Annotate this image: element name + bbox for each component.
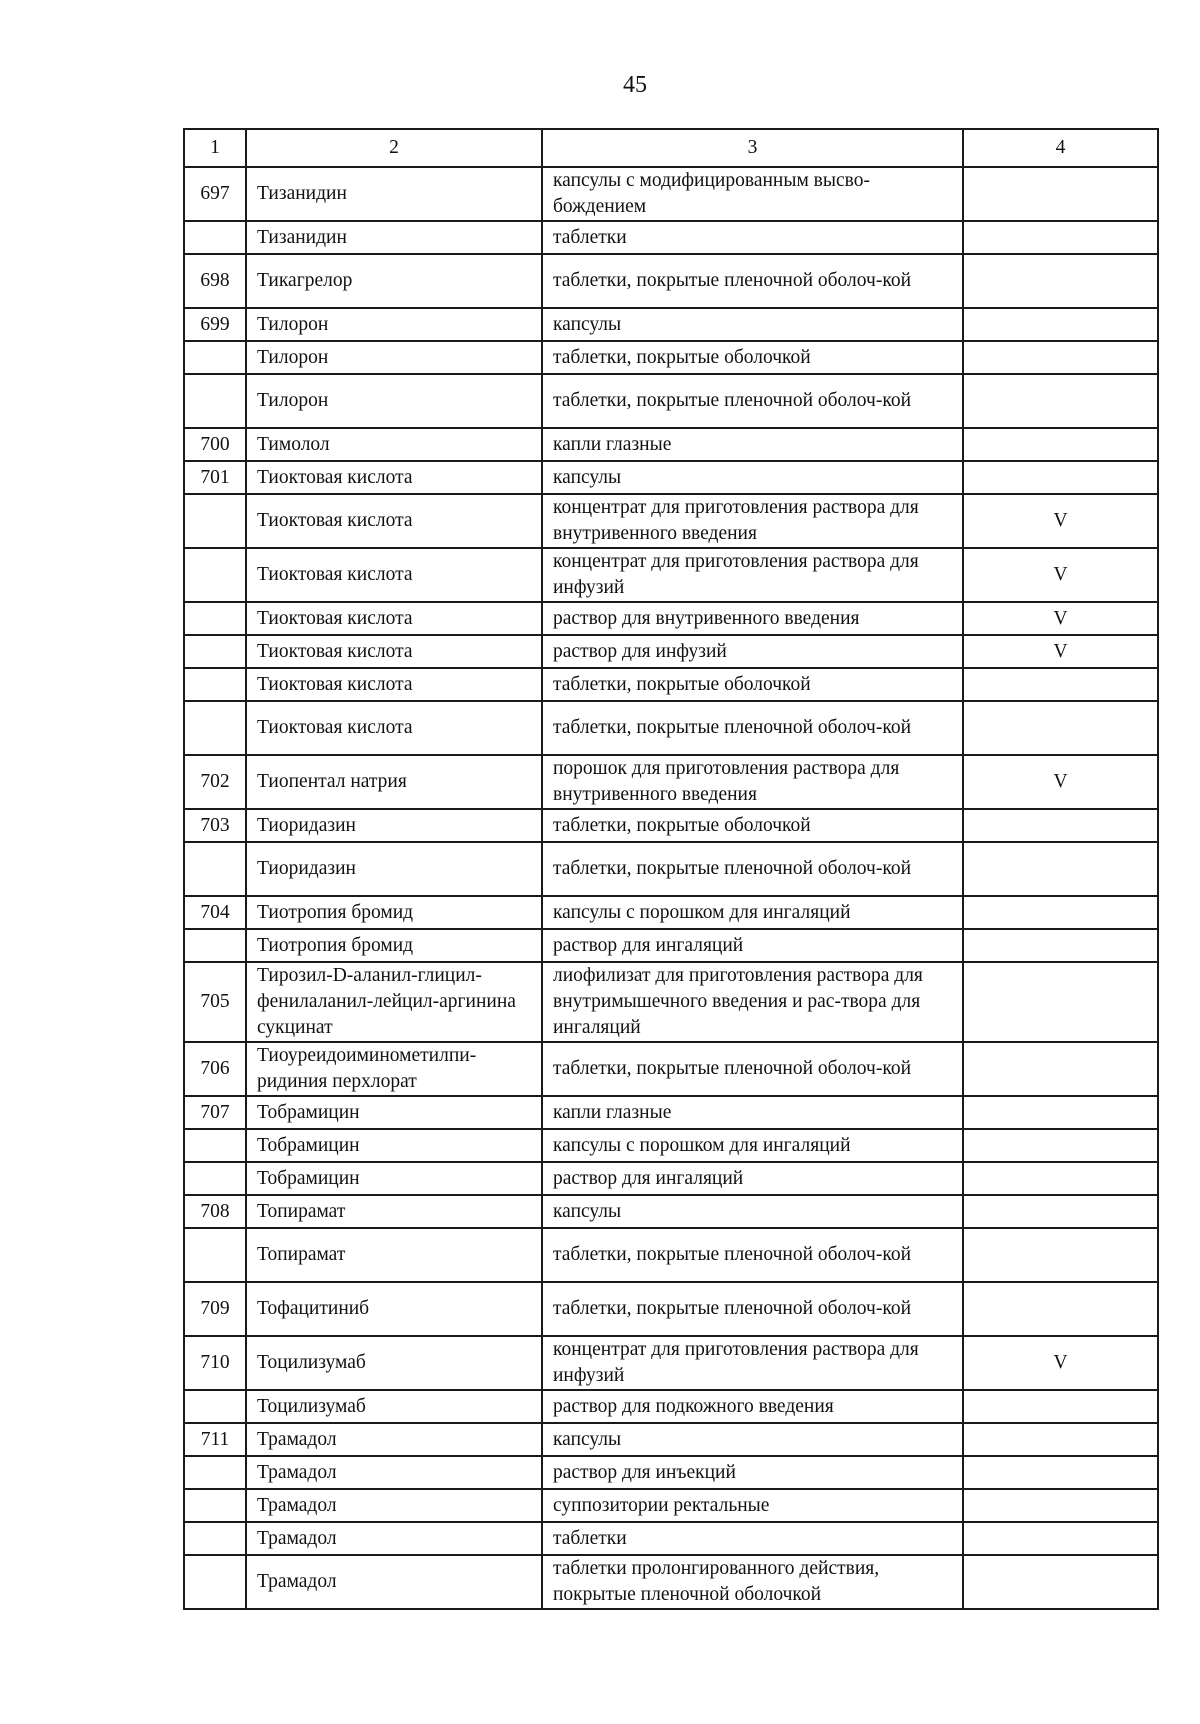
table-row [184,1129,1158,1162]
dosage-form-cell: таблетки, покрытые оболочкой [542,341,963,374]
column-header-form: 3 [542,129,963,167]
table-row [184,635,1158,668]
mark-cell [963,1228,1158,1282]
table-body [184,167,1158,1609]
dosage-form-cell: таблетки, покрытые пленочной оболоч-кой [542,374,963,428]
mark-cell [963,341,1158,374]
drug-name-cell: Тилорон [246,308,542,341]
row-number-cell [184,374,246,428]
table-row [184,461,1158,494]
drug-name-cell: Тофацитиниб [246,1282,542,1336]
table-row [184,1195,1158,1228]
drug-name-cell: Трамадол [246,1489,542,1522]
dosage-form-cell: капсулы [542,461,963,494]
mark-cell: V [963,635,1158,668]
row-number-cell: 709 [184,1282,246,1336]
row-number-cell [184,635,246,668]
dosage-form-cell: таблетки [542,221,963,254]
mark-cell [963,1129,1158,1162]
mark-cell [963,1390,1158,1423]
row-number-cell [184,1390,246,1423]
dosage-form-cell: таблетки пролонгированного действия, покрытые пленочной оболочкой [542,1555,963,1609]
table-row [184,1456,1158,1489]
table-row [184,755,1158,809]
table-row [184,1162,1158,1195]
table-row [184,494,1158,548]
row-number-cell [184,494,246,548]
dosage-form-cell: капсулы [542,1195,963,1228]
table-row [184,341,1158,374]
row-number-cell: 700 [184,428,246,461]
row-number-cell: 699 [184,308,246,341]
mark-cell [963,896,1158,929]
table-row [184,1228,1158,1282]
row-number-cell [184,701,246,755]
drug-name-cell: Тиоридазин [246,842,542,896]
row-number-cell [184,221,246,254]
row-number-cell: 705 [184,962,246,1042]
drug-name-cell: Тобрамицин [246,1096,542,1129]
column-header-name: 2 [246,129,542,167]
drug-name-cell: Тизанидин [246,221,542,254]
dosage-form-cell: капсулы [542,308,963,341]
table-row [184,896,1158,929]
mark-cell [963,428,1158,461]
dosage-form-cell: раствор для подкожного введения [542,1390,963,1423]
dosage-form-cell: раствор для инъекций [542,1456,963,1489]
mark-cell [963,1096,1158,1129]
drug-name-cell: Тилорон [246,374,542,428]
dosage-form-cell: концентрат для приготовления раствора для инфузий [542,548,963,602]
mark-cell [963,1042,1158,1096]
row-number-cell [184,341,246,374]
dosage-form-cell: капсулы с порошком для ингаляций [542,896,963,929]
dosage-form-cell: капсулы с модифицированным высво-бождением [542,167,963,221]
table-row [184,701,1158,755]
mark-cell [963,962,1158,1042]
row-number-cell [184,1555,246,1609]
table-row [184,221,1158,254]
row-number-cell [184,602,246,635]
row-number-cell [184,1162,246,1195]
dosage-form-cell: таблетки, покрытые пленочной оболоч-кой [542,701,963,755]
table-row [184,1282,1158,1336]
mark-cell [963,842,1158,896]
row-number-cell: 697 [184,167,246,221]
mark-cell [963,1522,1158,1555]
table-row [184,428,1158,461]
table-row [184,1042,1158,1096]
row-number-cell [184,548,246,602]
mark-cell [963,254,1158,308]
table-row [184,254,1158,308]
drug-name-cell: Тиоктовая кислота [246,548,542,602]
drug-list-table [183,128,1159,1610]
mark-cell [963,1282,1158,1336]
mark-cell: V [963,548,1158,602]
mark-cell [963,1162,1158,1195]
drug-name-cell: Тиоуреидоиминометилпи-ридиния перхлорат [246,1042,542,1096]
row-number-cell [184,929,246,962]
mark-cell [963,701,1158,755]
table-row [184,1423,1158,1456]
dosage-form-cell: порошок для приготовления раствора для внутривенного введения [542,755,963,809]
dosage-form-cell: таблетки [542,1522,963,1555]
row-number-cell: 710 [184,1336,246,1390]
drug-name-cell: Тиоридазин [246,809,542,842]
dosage-form-cell: раствор для ингаляций [542,929,963,962]
drug-name-cell: Тимолол [246,428,542,461]
row-number-cell: 711 [184,1423,246,1456]
drug-name-cell: Тобрамицин [246,1162,542,1195]
table-row [184,1096,1158,1129]
table-row [184,602,1158,635]
dosage-form-cell: таблетки, покрытые пленочной оболоч-кой [542,1042,963,1096]
mark-cell [963,1195,1158,1228]
dosage-form-cell: таблетки, покрытые оболочкой [542,809,963,842]
mark-cell: V [963,494,1158,548]
table-row [184,929,1158,962]
row-number-cell [184,668,246,701]
row-number-cell: 706 [184,1042,246,1096]
row-number-cell: 702 [184,755,246,809]
drug-name-cell: Тиоктовая кислота [246,635,542,668]
table-row [184,1555,1158,1609]
drug-name-cell: Тобрамицин [246,1129,542,1162]
mark-cell [963,461,1158,494]
drug-name-cell: Трамадол [246,1456,542,1489]
dosage-form-cell: концентрат для приготовления раствора для инфузий [542,1336,963,1390]
dosage-form-cell: раствор для инфузий [542,635,963,668]
mark-cell [963,668,1158,701]
drug-name-cell: Тиоктовая кислота [246,494,542,548]
table-row [184,1489,1158,1522]
drug-name-cell: Тиопентал натрия [246,755,542,809]
table-row [184,809,1158,842]
row-number-cell [184,1522,246,1555]
drug-name-cell: Тоцилизумаб [246,1336,542,1390]
mark-cell [963,1423,1158,1456]
table-row [184,668,1158,701]
drug-name-cell: Тоцилизумаб [246,1390,542,1423]
mark-cell: V [963,602,1158,635]
mark-cell [963,1555,1158,1609]
table-row [184,1336,1158,1390]
row-number-cell: 708 [184,1195,246,1228]
table-row [184,962,1158,1042]
dosage-form-cell: таблетки, покрытые пленочной оболоч-кой [542,842,963,896]
dosage-form-cell: таблетки, покрытые пленочной оболоч-кой [542,254,963,308]
row-number-cell: 701 [184,461,246,494]
dosage-form-cell: капли глазные [542,1096,963,1129]
page-number: 45 [623,72,647,98]
dosage-form-cell: таблетки, покрытые пленочной оболоч-кой [542,1282,963,1336]
dosage-form-cell: суппозитории ректальные [542,1489,963,1522]
drug-name-cell: Тирозил-D-аланил-глицил-фенилаланил-лейцил-аргинина сукцинат [246,962,542,1042]
mark-cell: V [963,755,1158,809]
mark-cell: V [963,1336,1158,1390]
drug-name-cell: Топирамат [246,1195,542,1228]
row-number-cell [184,1489,246,1522]
drug-name-cell: Тиоктовая кислота [246,602,542,635]
table-row [184,308,1158,341]
mark-cell [963,1456,1158,1489]
drug-name-cell: Трамадол [246,1555,542,1609]
row-number-cell [184,1456,246,1489]
drug-name-cell: Тикагрелор [246,254,542,308]
mark-cell [963,809,1158,842]
dosage-form-cell: раствор для ингаляций [542,1162,963,1195]
table-row [184,548,1158,602]
dosage-form-cell: таблетки, покрытые пленочной оболоч-кой [542,1228,963,1282]
dosage-form-cell: раствор для внутривенного введения [542,602,963,635]
dosage-form-cell: таблетки, покрытые оболочкой [542,668,963,701]
mark-cell [963,929,1158,962]
mark-cell [963,167,1158,221]
drug-name-cell: Тиотропия бромид [246,896,542,929]
drug-name-cell: Тилорон [246,341,542,374]
row-number-cell: 703 [184,809,246,842]
drug-name-cell: Трамадол [246,1423,542,1456]
drug-name-cell: Тиоктовая кислота [246,701,542,755]
table-row [184,374,1158,428]
dosage-form-cell: концентрат для приготовления раствора для внутривенного введения [542,494,963,548]
mark-cell [963,221,1158,254]
dosage-form-cell: капли глазные [542,428,963,461]
drug-name-cell: Тиотропия бромид [246,929,542,962]
drug-name-cell: Тиоктовая кислота [246,461,542,494]
column-header-number: 1 [184,129,246,167]
mark-cell [963,374,1158,428]
table-row [184,167,1158,221]
row-number-cell [184,1228,246,1282]
row-number-cell: 698 [184,254,246,308]
dosage-form-cell: капсулы [542,1423,963,1456]
drug-name-cell: Топирамат [246,1228,542,1282]
dosage-form-cell: лиофилизат для приготовления раствора для внутримышечного введения и рас-твора для ингаляций [542,962,963,1042]
drug-name-cell: Тизанидин [246,167,542,221]
row-number-cell: 704 [184,896,246,929]
table-header-row [184,129,1158,167]
table-row [184,842,1158,896]
row-number-cell: 707 [184,1096,246,1129]
row-number-cell [184,842,246,896]
drug-name-cell: Трамадол [246,1522,542,1555]
column-header-mark: 4 [963,129,1158,167]
drug-name-cell: Тиоктовая кислота [246,668,542,701]
table-row [184,1390,1158,1423]
mark-cell [963,1489,1158,1522]
mark-cell [963,308,1158,341]
dosage-form-cell: капсулы с порошком для ингаляций [542,1129,963,1162]
row-number-cell [184,1129,246,1162]
table-row [184,1522,1158,1555]
